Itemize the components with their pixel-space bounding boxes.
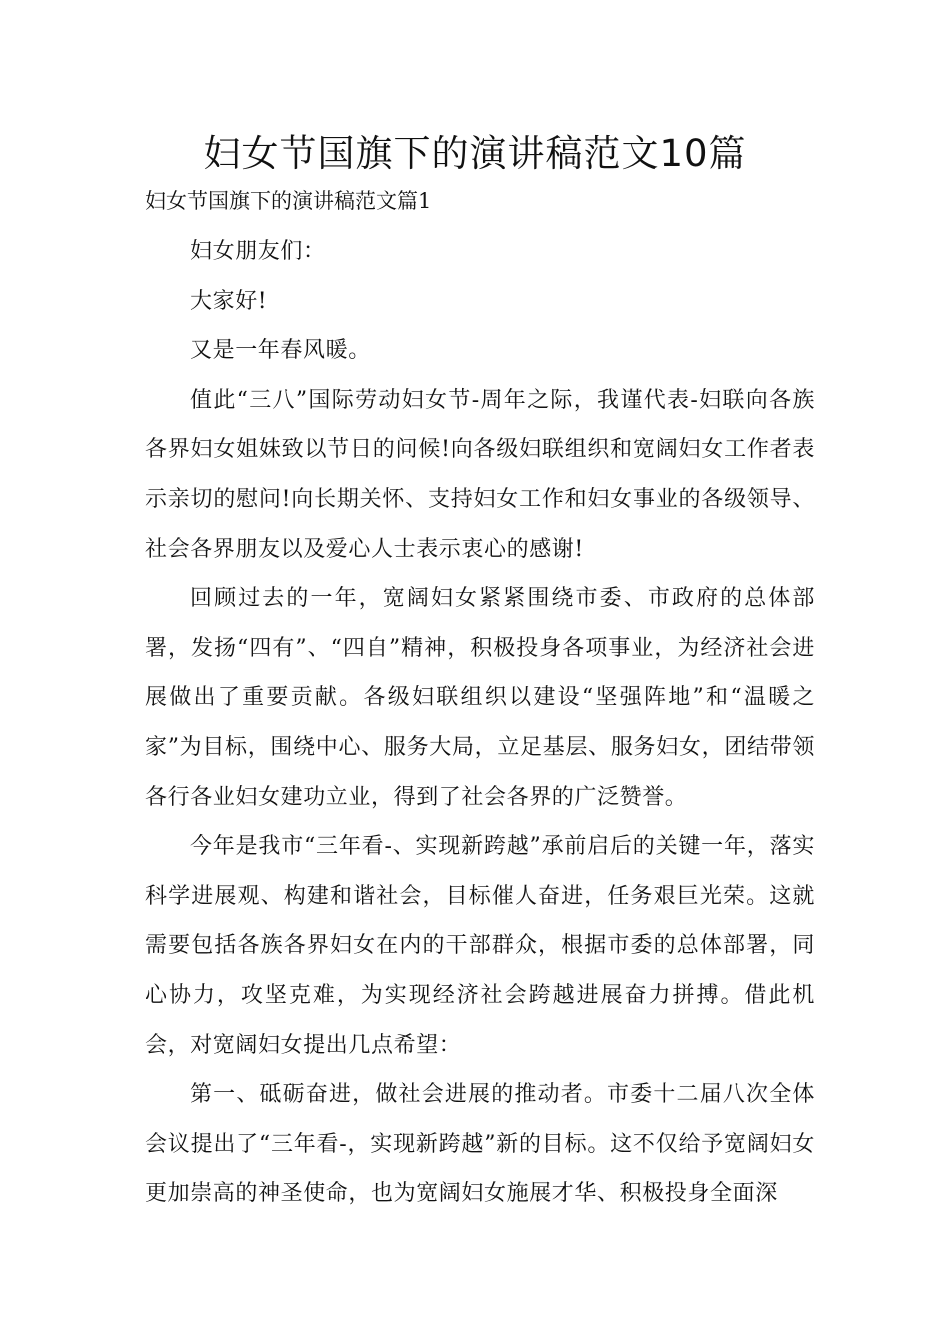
paragraph: 大家好! [190, 288, 268, 314]
paragraph: 妇女朋友们： [190, 239, 326, 264]
section-heading: 妇女节国旗下的演讲稿范文篇1 [145, 189, 432, 213]
paragraph: 又是一年春风暖。 [190, 338, 371, 364]
paragraph: 第一、砥砺奋进，做社会进展的推动者。市委十二届八次全体会议提出了“三年看-，实现新跨越”新的目标。这不仅给予宽阔妇女更加崇高的神圣使命，也为宽阔妇女施展才华、积极投身全面深 [145, 1082, 815, 1207]
paragraph: 回顾过去的一年，宽阔妇女紧紧围绕市委、市政府的总体部署，发扬“四有”、“四自”精神，积极投身各项事业，为经济社会进展做出了重要贡献。各级妇联组织以建设“坚强阵地”和“温暖之家”为目标，围绕中心、服务大局，立足基层、服务妇女，团结带领各行各业妇女建功立业，得到了社会各界的广泛赞誉。 [145, 586, 815, 810]
document-title: 妇女节国旗下的演讲稿范文10篇 [203, 132, 747, 175]
paragraph: 值此“三八”国际劳动妇女节-周年之际，我谨代表-妇联向各族各界妇女姐妹致以节日的问候!向各级妇联组织和宽阔妇女工作者表示亲切的慰问!向长期关怀、支持妇女工作和妇女事业的各级领导、社会各界朋友以及爱心人士表示衷心的感谢! [145, 387, 815, 562]
paragraph: 今年是我市“三年看-、实现新跨越”承前启后的关键一年，落实科学进展观、构建和谐社会，目标催人奋进，任务艰巨光荣。这就需要包括各族各界妇女在内的干部群众，根据市委的总体部署，同心协力，攻坚克难，为实现经济社会跨越进展奋力拼搏。借此机会，对宽阔妇女提出几点希望： [145, 834, 815, 1058]
document-body [145, 227, 815, 1219]
